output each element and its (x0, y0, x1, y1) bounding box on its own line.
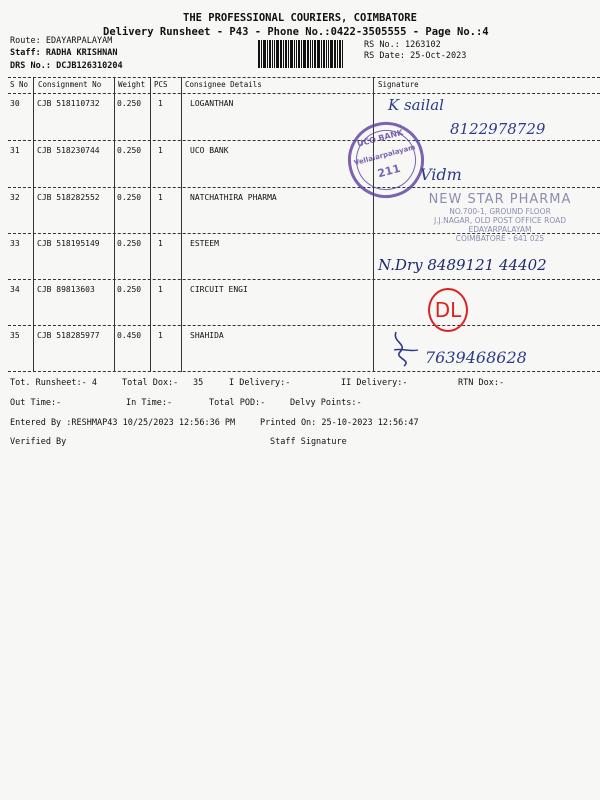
pharma-stamp-name: NEW STAR PHARMA (428, 192, 572, 207)
row-rule (8, 279, 600, 280)
stamp-code: 211 (376, 161, 402, 181)
signature-row35-phone: 7639468628 (425, 348, 527, 367)
col-sno: S No (10, 80, 29, 89)
row-sno: 31 (10, 146, 20, 155)
signature-row30-phone: 8122978729 (450, 120, 546, 138)
row-pcs: 1 (158, 331, 163, 340)
dl-mark: DL (428, 288, 468, 332)
row-pcs: 1 (158, 146, 163, 155)
row-sno: 30 (10, 99, 20, 108)
col-pcs: PCS (154, 80, 168, 89)
col-consignment: Consignment No (38, 80, 102, 89)
row-pcs: 1 (158, 99, 163, 108)
row-pcs: 1 (158, 285, 163, 294)
row-pcs: 1 (158, 193, 163, 202)
row-consignee: NATCHATHIRA PHARMA (190, 193, 277, 202)
row-consignee: SHAHIDA (190, 331, 224, 340)
staff-label: Staff: (10, 48, 41, 58)
drs-line (10, 61, 123, 71)
route-value: EDAYARPALAYAM (45, 36, 113, 46)
stamp-bank-name: UCO BANK (356, 127, 405, 149)
row-weight: 0.250 (117, 285, 142, 294)
entered-by: Entered By :RESHMAP43 10/25/2023 12:56:36 PM (10, 418, 236, 428)
table-top-rule (8, 77, 600, 78)
col-weight: Weight (118, 80, 146, 89)
row-consignee: LOGANTHAN (190, 99, 234, 108)
rs-date-line (364, 51, 466, 61)
total-dox-value: 35 (193, 378, 204, 388)
row-weight: 0.250 (117, 239, 142, 248)
table-header-rule (8, 93, 600, 94)
row-consignee: ESTEEM (190, 239, 219, 248)
pharma-stamp-line: EDAYARPALAYAM (468, 225, 532, 234)
pharma-stamp-line: J.J.NAGAR, OLD POST OFFICE ROAD (433, 216, 567, 225)
rs-date-value: 25-Oct-2023 (410, 51, 467, 61)
row-rule (8, 325, 600, 326)
row-consignment: CJB 518195149 (37, 239, 100, 248)
route-label: Route: (10, 36, 41, 46)
out-time: Out Time:- (10, 398, 62, 408)
staff-line (10, 48, 118, 58)
row-consignment: CJB 89813603 (37, 285, 95, 294)
col-consignee: Consignee Details (185, 80, 262, 89)
company-title: THE PROFESSIONAL COURIERS, COIMBATORE (183, 12, 417, 24)
table-row (0, 142, 600, 188)
row-consignee: UCO BANK (190, 146, 229, 155)
stamp-branch: Vellalarpalayam (353, 143, 417, 168)
in-time: In Time:- (126, 398, 173, 408)
row-consignment: CJB 518230744 (37, 146, 100, 155)
row-pcs: 1 (158, 239, 163, 248)
row-consignee: CIRCUIT ENGI (190, 285, 248, 294)
printed-on: Printed On: 25-10-2023 12:56:47 (260, 418, 419, 428)
tot-runsheet: Tot. Runsheet:- 4 (10, 378, 97, 388)
pharma-stamp-line: NO.700-1, GROUND FLOOR (449, 207, 551, 216)
row-rule (8, 187, 600, 188)
rs-no-value: 1263102 (404, 40, 441, 50)
row-weight: 0.250 (117, 146, 142, 155)
row-weight: 0.450 (117, 331, 142, 340)
i-delivery: I Delivery:- (229, 378, 291, 388)
pharma-stamp (410, 192, 590, 243)
rs-no-label: RS No.: (364, 40, 400, 50)
delvy-points: Delvy Points:- (290, 398, 362, 408)
col-signature: Signature (378, 80, 419, 89)
pharma-stamp-line: COIMBATORE - 641 025 (455, 234, 545, 243)
route-line (10, 36, 112, 46)
row-sno: 34 (10, 285, 20, 294)
table-bottom-rule (8, 371, 600, 372)
signature-row31: Vidm (420, 165, 462, 184)
row-consignment: CJB 518282552 (37, 193, 100, 202)
rtn-dox: RTN Dox:- (458, 378, 505, 388)
rs-date-label: RS Date: (364, 51, 405, 61)
row-consignment: CJB 518110732 (37, 99, 100, 108)
row-sno: 35 (10, 331, 20, 340)
row-weight: 0.250 (117, 99, 142, 108)
staff-signature: Staff Signature (270, 437, 347, 447)
total-dox-label: Total Dox:- (122, 378, 179, 388)
drs-label: DRS No.: (10, 61, 51, 71)
row-sno: 32 (10, 193, 20, 202)
row-consignment: CJB 518285977 (37, 331, 100, 340)
staff-value: RADHA KRISHNAN (45, 48, 118, 58)
verified-by: Verified By (10, 437, 67, 447)
drs-value: DCJB126310204 (56, 61, 123, 71)
ii-delivery: II Delivery:- (341, 378, 408, 388)
row-weight: 0.250 (117, 193, 142, 202)
rs-no-line (364, 40, 441, 50)
row-sno: 33 (10, 239, 20, 248)
table-row (0, 281, 600, 327)
signature-scribble (388, 330, 428, 370)
runsheet-subtitle: Delivery Runsheet - P43 - Phone No.:0422-3505555 - Page No.:4 (103, 26, 489, 38)
total-pod: Total POD:- (209, 398, 266, 408)
row-rule (8, 140, 600, 141)
barcode (258, 40, 358, 68)
signature-row33: N.Dry 8489121 44402 (378, 256, 547, 274)
signature-row30-name: K sailal (388, 96, 444, 114)
